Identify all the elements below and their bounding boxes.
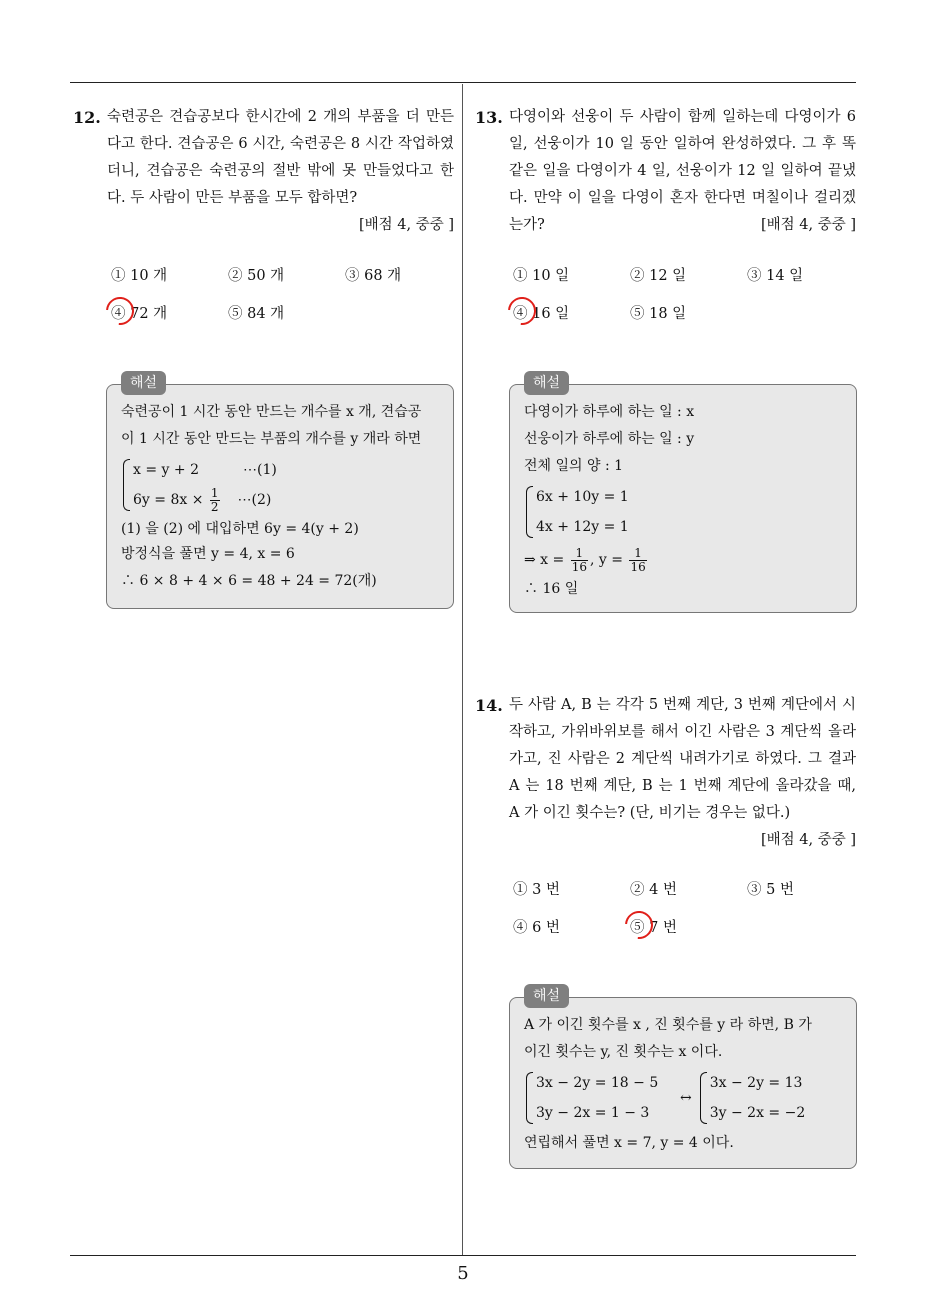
choice-1[interactable]: ① 3 번 <box>513 882 560 898</box>
column-divider <box>462 84 463 1255</box>
choice-3[interactable]: ③ 68 개 <box>345 268 402 284</box>
solution-line: 이 1 시간 동안 만드는 부품의 개수를 y 개라 하면 <box>121 431 422 447</box>
answer-circle-mark <box>502 291 541 330</box>
solution-label: 해설 <box>524 371 569 395</box>
solution-line: 방정식을 풀면 y = 4, x = 6 <box>121 546 295 562</box>
top-rule <box>70 82 856 83</box>
question-number: 14. <box>475 696 503 715</box>
solution-line: 다영이가 하루에 하는 일 : x <box>524 404 695 420</box>
solution-line: 연립해서 풀면 x = 7, y = 4 이다. <box>524 1135 734 1151</box>
equation: x = y + 2 <box>133 462 199 478</box>
score-label: [배점 4, 중중 ] <box>760 217 856 233</box>
choice-2[interactable]: ② 50 개 <box>228 268 285 284</box>
choice-1[interactable]: ① 10 일 <box>513 268 570 284</box>
page-number: 5 <box>457 1263 469 1284</box>
question-text: 숙련공은 견습공보다 한시간에 2 개의 부품을 더 만든다고 한다. 견습공은 6 시간, 숙련공은 8 시간 작업하였더니, 견습공은 숙련공의 절반 밖에 못 만들었다고 한다. 두 사람이 만든 부품을 모두 합하면? <box>107 109 454 206</box>
choice-4[interactable]: ④ 16 일 <box>513 302 569 323</box>
choice-2[interactable]: ② 12 일 <box>630 268 687 284</box>
equation: 6x + 10y = 1 <box>536 489 629 505</box>
solution-label: 해설 <box>121 371 166 395</box>
equation-system <box>698 1068 806 1128</box>
solution-box-12 <box>106 375 454 609</box>
equation: 3x − 2y = 18 − 5 <box>536 1075 659 1091</box>
question-12 <box>73 104 454 239</box>
bottom-rule <box>70 1255 856 1256</box>
equivalence-arrow: ↔ <box>680 1089 692 1106</box>
question-13 <box>475 104 856 239</box>
question-14 <box>475 692 856 854</box>
equation-tag: ⋯(1) <box>242 462 277 478</box>
solution-box-13 <box>509 375 857 613</box>
question-text: 다영이와 선웅이 두 사람이 함께 일하는데 다영이가 6 일, 선웅이가 10 일 동안 일하여 완성하였다. 그 후 똑같은 일을 다영이가 4 일, 선웅이가 12 일 일하여 끝냈다. 만약 이 일을 다영이 혼자 한다면 며칠이나 걸리겠는가? <box>509 109 856 233</box>
equation-system <box>524 1068 676 1128</box>
solution-box-14 <box>509 988 857 1169</box>
equation-system <box>524 482 842 542</box>
solution-line: 이긴 횟수는 y, 진 횟수는 x 이다. <box>524 1044 723 1060</box>
answer-circle-mark <box>100 291 139 330</box>
solution-line: ∴ 16 일 <box>524 581 579 597</box>
choice-4[interactable]: ④ 72 개 <box>111 302 167 323</box>
choice-1[interactable]: ① 10 개 <box>111 268 168 284</box>
question-text: 두 사람 A, B 는 각각 5 번째 계단, 3 번째 계단에서 시작하고, 가위바위보를 해서 이긴 사람은 3 계단씩 올라가고, 진 사람은 2 계단씩 내려가기로 하였다. 그 결과 A 는 18 번째 계단, B 는 1 번째 계단에 올라갔을 때, A 가 이긴 횟수는? (단, 비기는 경우는 없다.) <box>509 697 856 821</box>
fraction: $\frac{1}{2}$ <box>210 485 219 514</box>
solution-line: A 가 이긴 횟수를 x , 진 횟수를 y 라 하면, B 가 <box>524 1017 812 1033</box>
score-label: [배점 4, 중중 ] <box>358 217 454 233</box>
equation: 3x − 2y = 13 <box>709 1075 803 1091</box>
choice-2[interactable]: ② 4 번 <box>630 882 677 898</box>
equation: 6y = 8x × <box>133 492 204 508</box>
equation: 3y − 2x = 1 − 3 <box>536 1105 650 1121</box>
result-line: ⇒ x = $\frac{1}{16}$ , y = $\frac{1}{16}$ <box>524 545 646 574</box>
choice-5[interactable]: ⑤ 84 개 <box>228 306 285 322</box>
question-number: 12. <box>73 108 101 127</box>
equation-system <box>121 455 439 515</box>
equation-tag: ⋯(2) <box>237 492 272 508</box>
solution-line: 전체 일의 양 : 1 <box>524 458 624 474</box>
choice-5[interactable]: ⑤ 7 번 <box>630 916 677 937</box>
question-number: 13. <box>475 108 503 127</box>
equation: 3y − 2x = −2 <box>709 1105 806 1121</box>
choice-3[interactable]: ③ 5 번 <box>747 882 794 898</box>
fraction: $\frac{1}{16}$ <box>571 545 587 574</box>
score-label: [배점 4, 중중 ] <box>760 832 856 848</box>
answer-circle-mark <box>619 905 658 944</box>
solution-line: 선웅이가 하루에 하는 일 : y <box>524 431 695 447</box>
solution-line: (1) 을 (2) 에 대입하면 6y = 4(y + 2) <box>121 521 359 537</box>
equation: 4x + 12y = 1 <box>536 519 629 535</box>
solution-line: 숙련공이 1 시간 동안 만드는 개수를 x 개, 견습공 <box>121 404 422 420</box>
choice-5[interactable]: ⑤ 18 일 <box>630 306 687 322</box>
choice-4[interactable]: ④ 6 번 <box>513 920 560 936</box>
equation-pair <box>524 1066 842 1130</box>
solution-label: 해설 <box>524 984 569 1008</box>
fraction: $\frac{1}{16}$ <box>630 545 646 574</box>
solution-line: ∴ 6 × 8 + 4 × 6 = 48 + 24 = 72(개) <box>121 573 377 589</box>
choice-3[interactable]: ③ 14 일 <box>747 268 804 284</box>
